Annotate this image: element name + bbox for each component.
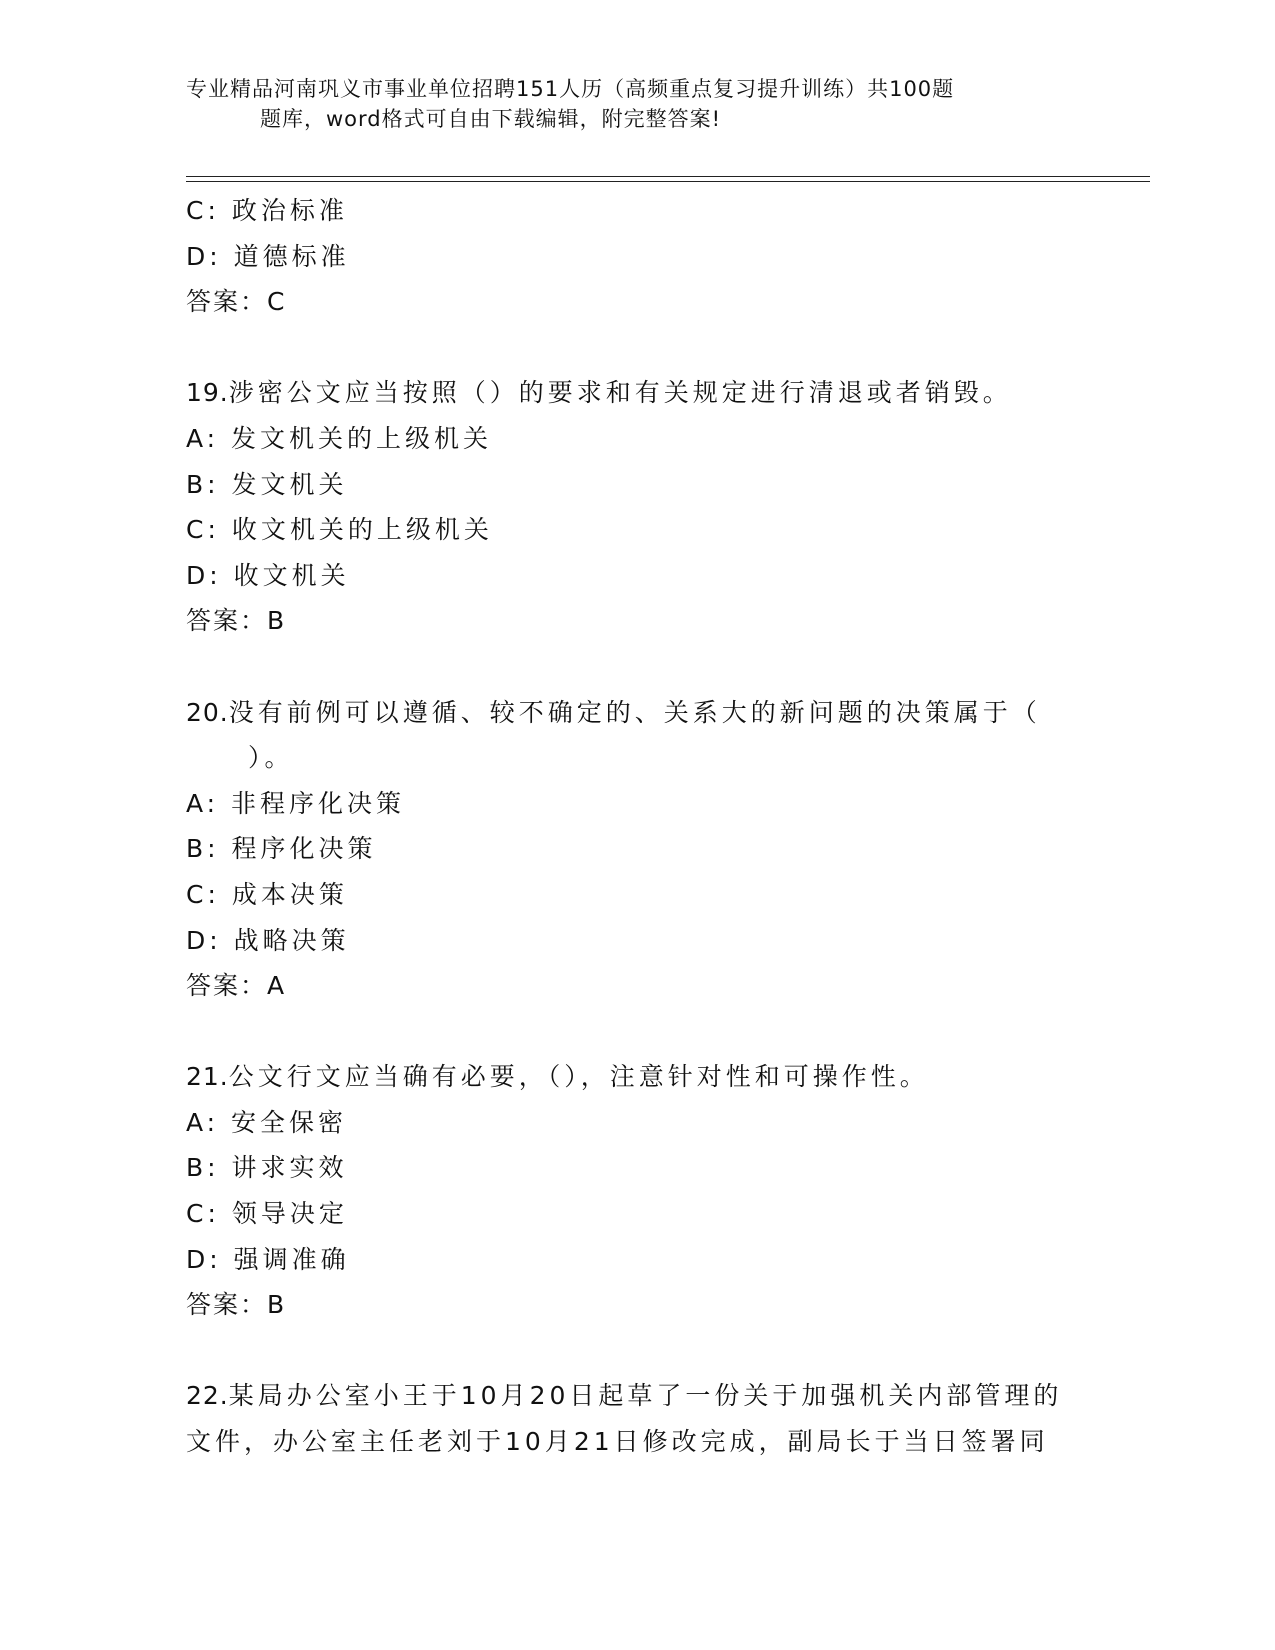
question-19 <box>186 370 1086 416</box>
question-text: 某局办公室小王于10月20日起草了一份关于加强机关内部管理的 <box>228 1381 1063 1411</box>
option-d: D: 收文机关 <box>186 560 350 590</box>
question-text: 没有前例可以遵循、较不确定的、关系大的新问题的决策属于（ <box>228 697 1041 727</box>
question-number: 21. <box>186 1062 229 1092</box>
option-c: C: 收文机关的上级机关 <box>186 515 493 545</box>
option-c: C: 成本决策 <box>186 879 348 909</box>
answer-line: 答案：C <box>186 287 287 317</box>
spacer <box>186 1328 1086 1374</box>
answer-line: 答案：A <box>186 971 287 1001</box>
document-header <box>186 74 1086 134</box>
option-b: B: 程序化决策 <box>186 834 377 864</box>
spacer <box>186 325 1086 371</box>
question-text: 涉密公文应当按照（）的要求和有关规定进行清退或者销毁。 <box>228 378 1012 408</box>
option-b: B: 讲求实效 <box>186 1153 348 1183</box>
question-number: 20. <box>186 697 229 727</box>
header-rule-bottom <box>186 181 1150 182</box>
option-c: C: 政治标准 <box>186 196 348 225</box>
header-rule-top <box>186 176 1150 177</box>
spacer <box>186 644 1086 690</box>
option-d: D: 战略决策 <box>186 925 350 955</box>
question-text: 公文行文应当确有必要，（），注意针对性和可操作性。 <box>228 1062 929 1092</box>
question-text-line-2: 文件，办公室主任老刘于10月21日修改完成，副局长于当日签署同 <box>186 1427 1049 1457</box>
option-d: D: 强调准确 <box>186 1244 350 1274</box>
header-title-line-1: 专业精品河南巩义市事业单位招聘151人历（高频重点复习提升训练）共100题 <box>186 77 955 101</box>
question-22 <box>186 1373 1086 1464</box>
option-c: C: 领导决定 <box>186 1199 348 1229</box>
question-21 <box>186 1054 1086 1100</box>
option-d: D: 道德标准 <box>186 241 350 271</box>
question-number: 22. <box>186 1381 229 1411</box>
option-b: B: 发文机关 <box>186 469 348 499</box>
option-a: A: 发文机关的上级机关 <box>186 423 493 453</box>
question-number: 19. <box>186 378 229 408</box>
question-text-continuation: ）。 <box>248 743 294 773</box>
answer-line: 答案：B <box>186 606 287 636</box>
answer-line: 答案：B <box>186 1290 287 1320</box>
question-list <box>186 188 1086 1465</box>
option-a: A: 安全保密 <box>186 1107 348 1137</box>
question-20 <box>186 690 1086 781</box>
spacer <box>186 1009 1086 1055</box>
header-title-line-2: 题库，word格式可自由下载编辑，附完整答案! <box>260 107 722 131</box>
option-a: A: 非程序化决策 <box>186 788 406 818</box>
